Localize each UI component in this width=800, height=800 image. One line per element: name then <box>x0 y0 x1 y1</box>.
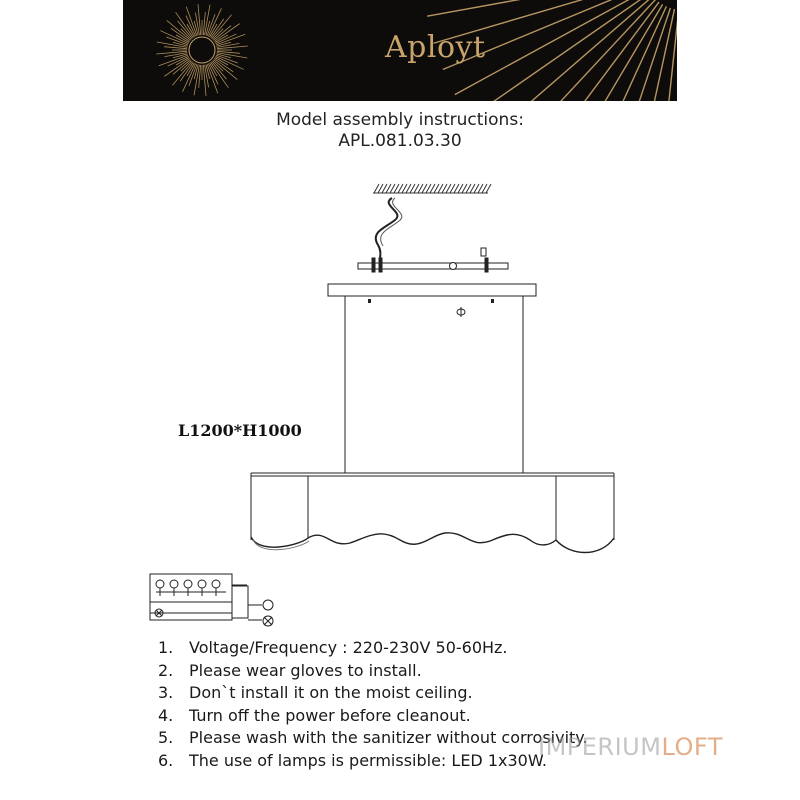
lamp-socket-icon <box>170 580 178 588</box>
instruction-text: Please wear gloves to install. <box>189 660 422 680</box>
instruction-text: Voltage/Frequency : 220-230V 50-60Hz. <box>189 638 508 657</box>
instruction-number: 1. <box>158 638 174 657</box>
instruction-number: 2. <box>158 660 174 680</box>
instruction-text: Don`t install it on the moist ceiling. <box>189 683 473 702</box>
title-line-1: Model assembly instructions: <box>276 110 524 130</box>
watermark <box>538 733 723 761</box>
wiring-diagram <box>150 574 273 626</box>
canopy <box>328 284 536 296</box>
brand-logo-text: Aployt <box>385 30 486 65</box>
lamp-socket-icon <box>198 580 206 588</box>
watermark-part-2: LOFT <box>661 733 723 761</box>
instructions-list <box>158 637 588 772</box>
model-number: APL.081.03.30 <box>338 131 462 151</box>
lamp-socket-icon <box>156 580 164 588</box>
instruction-item <box>158 750 588 773</box>
dimension-label: L1200*H1000 <box>178 421 302 440</box>
instruction-item <box>158 660 588 683</box>
instruction-text: The use of lamps is permissible: LED 1x30W. <box>189 750 547 770</box>
lamp-body <box>251 473 614 553</box>
instruction-text: Turn off the power before cleanout. <box>189 705 471 725</box>
watermark-part-1: IMPERIUM <box>538 733 662 761</box>
lamp-socket-icon <box>184 580 192 588</box>
instruction-number: 6. <box>158 750 174 770</box>
instruction-item <box>158 637 588 660</box>
instruction-number: 4. <box>158 705 174 725</box>
instruction-item <box>158 705 588 728</box>
instruction-item <box>158 727 588 750</box>
instruction-number: 3. <box>158 683 174 702</box>
instruction-number: 5. <box>158 728 174 747</box>
instruction-item <box>158 682 588 705</box>
ceiling-hatch <box>373 184 491 193</box>
instruction-text: Please wash with the sanitizer without corrosivity. <box>189 728 588 747</box>
canopy-screw-icon <box>457 307 465 317</box>
lamp-socket-icon <box>212 580 220 588</box>
